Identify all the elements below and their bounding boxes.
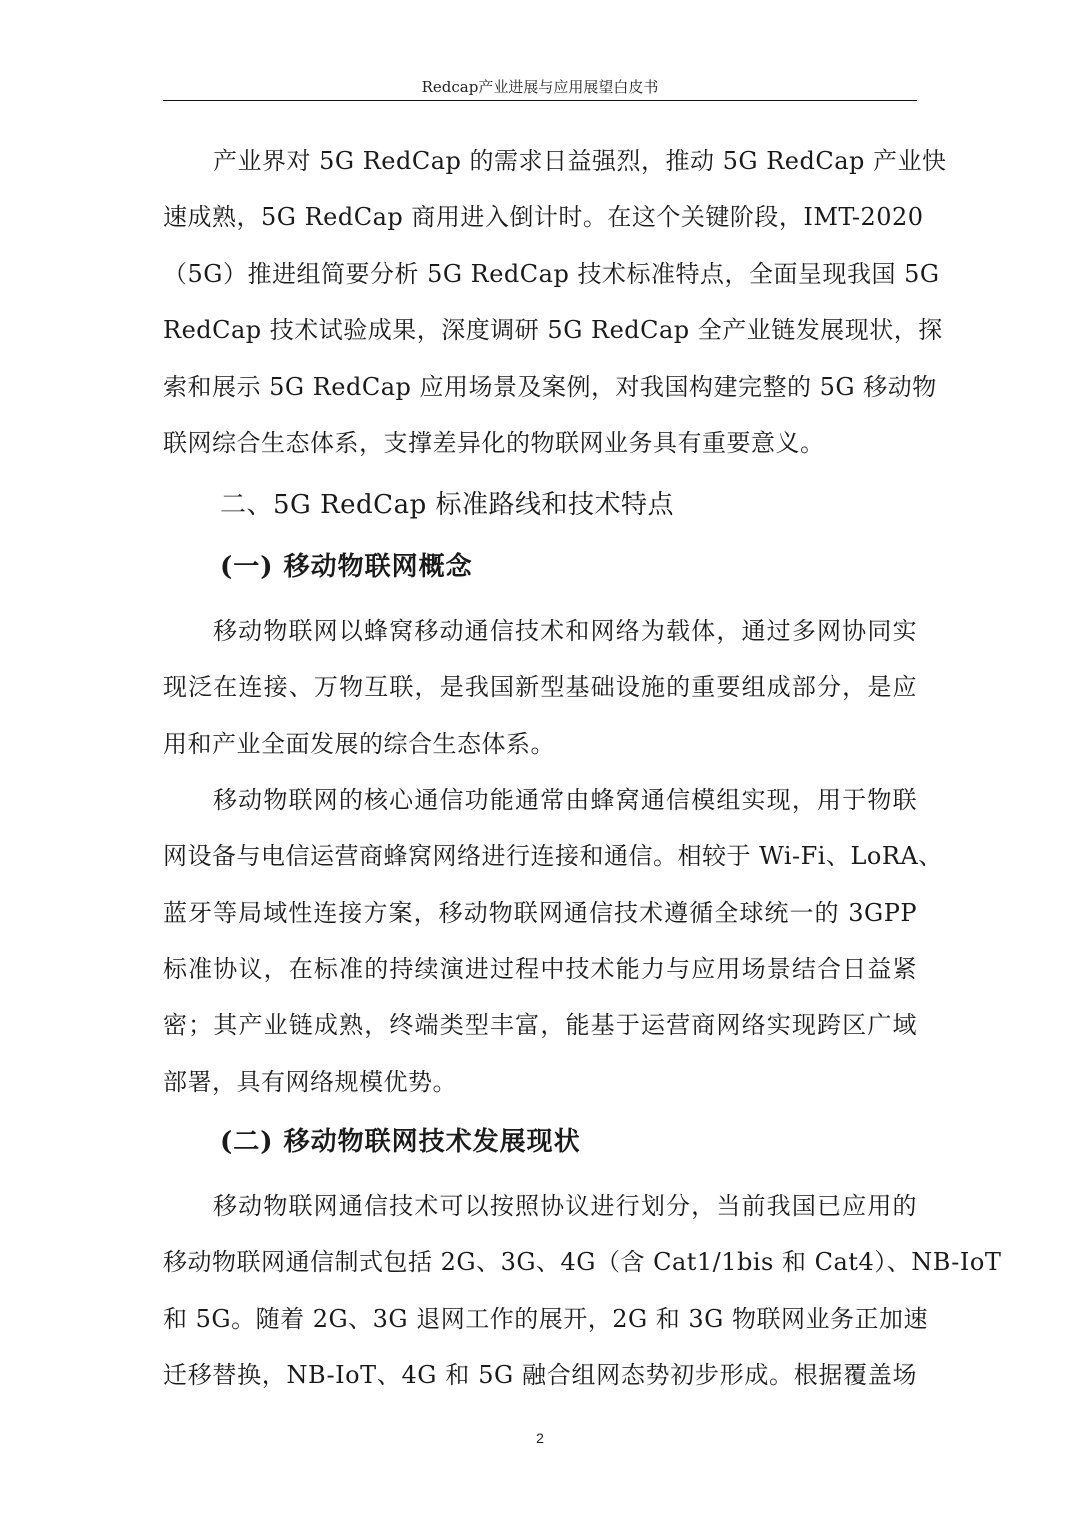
page-header: Redcap产业进展与应用展望白皮书 bbox=[421, 78, 659, 96]
section-heading: 二、5G RedCap 标准路线和技术特点 bbox=[220, 490, 674, 520]
page-number: 2 bbox=[536, 1430, 544, 1446]
paragraph-line: 移动物联网通信制式包括 2G、3G、4G（含 Cat1/1bis 和 Cat4）、NB-IoT bbox=[163, 1248, 1002, 1276]
subsection-heading: (二) 移动物联网技术发展现状 bbox=[220, 1127, 581, 1157]
paragraph-line: 网设备与电信运营商蜂窝网络进行连接和通信。相较于 Wi-Fi、LoRA、 bbox=[163, 842, 943, 870]
paragraph-line: 现泛在连接、万物互联，是我国新型基础设施的重要组成部分，是应 bbox=[163, 673, 917, 701]
paragraph-line: RedCap 技术试验成果，深度调研 5G RedCap 全产业链发展现状，探 bbox=[163, 316, 943, 344]
paragraph-line: 密；其产业链成熟，终端类型丰富，能基于运营商网络实现跨区广域 bbox=[163, 1011, 917, 1039]
paragraph-line: 移动物联网以蜂窝移动通信技术和网络为载体，通过多网协同实 bbox=[213, 617, 917, 645]
paragraph-line: 用和产业全面发展的综合生态体系。 bbox=[163, 730, 555, 758]
header-rule bbox=[163, 100, 917, 101]
subsection-heading: (一) 移动物联网概念 bbox=[220, 552, 473, 582]
paragraph-line: 产业界对 5G RedCap 的需求日益强烈，推动 5G RedCap 产业快 bbox=[213, 147, 947, 175]
paragraph-line: 移动物联网通信技术可以按照协议进行划分，当前我国已应用的 bbox=[213, 1192, 917, 1220]
paragraph-line: 和 5G。随着 2G、3G 退网工作的展开，2G 和 3G 物联网业务正加速 bbox=[163, 1305, 928, 1333]
paragraph-line: 标准协议，在标准的持续演进过程中技术能力与应用场景结合日益紧 bbox=[163, 955, 917, 983]
paragraph-line: 联网综合生态体系，支撑差异化的物联网业务具有重要意义。 bbox=[163, 429, 825, 457]
paragraph-line: 移动物联网的核心通信功能通常由蜂窝通信模组实现，用于物联 bbox=[213, 786, 917, 814]
paragraph-line: 蓝牙等局域性连接方案，移动物联网通信技术遵循全球统一的 3GPP bbox=[163, 899, 917, 927]
paragraph-line: 速成熟，5G RedCap 商用进入倒计时。在这个关键阶段，IMT-2020 bbox=[163, 203, 924, 231]
paragraph-line: （5G）推进组简要分析 5G RedCap 技术标准特点，全面呈现我国 5G bbox=[163, 260, 940, 288]
paragraph-line: 迁移替换，NB-IoT、4G 和 5G 融合组网态势初步形成。根据覆盖场 bbox=[163, 1361, 917, 1389]
paragraph-line: 部署，具有网络规模优势。 bbox=[163, 1068, 457, 1096]
paragraph-line: 索和展示 5G RedCap 应用场景及案例，对我国构建完整的 5G 移动物 bbox=[163, 373, 937, 401]
